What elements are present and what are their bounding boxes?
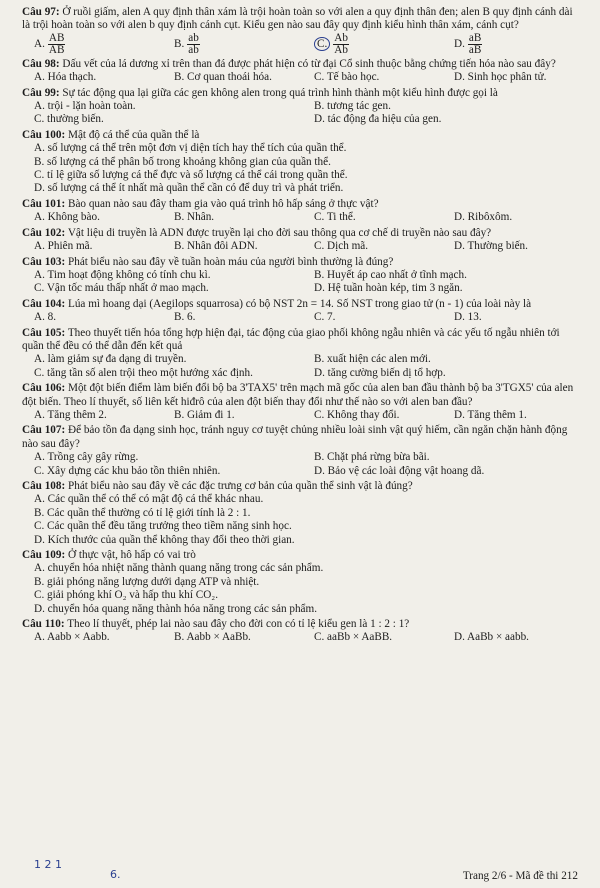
question-stem: Ở ruồi giấm, alen A quy định thân xám là trội hoàn toàn so với alen a quy định thân đen; alen B quy định cánh dài là trội hoàn toàn so với alen b quy định cánh cụt. Kiểu gen nào sau đây quy định kiểu hình thân xám, cánh cụt? — [22, 6, 573, 32]
question-stem: Bào quan nào sau đây tham gia vào quá trình hô hấp sáng ở thực vật? — [68, 197, 379, 210]
options-row — [22, 282, 582, 295]
question-108 — [22, 480, 582, 547]
question-106 — [22, 382, 582, 422]
question-number: Câu 104: — [22, 297, 66, 310]
question-stem: Sự tác động qua lại giữa các gen không alen trong quá trình hình thành một kiểu hình được gọi là — [62, 86, 498, 99]
option-c: C. Ti thể. — [314, 211, 356, 224]
option-c — [302, 33, 442, 56]
question-number: Câu 107: — [22, 424, 66, 437]
question-107 — [22, 424, 582, 478]
question-number: Câu 105: — [22, 326, 66, 339]
question-98 — [22, 58, 582, 85]
genotype-fraction: $\frac{AB}{AB}$ — [48, 31, 65, 56]
option-c: C. 7. — [314, 311, 336, 324]
question-stem: Phát biểu nào sau đây về tuần hoàn máu của người bình thường là đúng? — [68, 255, 394, 268]
option-a: A. số lượng cá thể trên một đơn vị diện tích hay thể tích của quần thể. — [34, 142, 347, 155]
option-c: C. tỉ lệ giữa số lượng cá thể đực và số lượng cá thể cái trong quần thể. — [34, 169, 348, 182]
genotype-fraction: $\frac{Ab}{Ab}$ — [334, 31, 348, 56]
question-number: Câu 100: — [22, 128, 66, 141]
question-110 — [22, 618, 582, 645]
question-stem: Dấu vết của lá dương xỉ trên than đá được phát hiện có từ đại Cổ sinh thuộc bằng chứng tiến hóa nào sau đây? — [62, 57, 556, 70]
options-row — [22, 367, 582, 380]
option-c: C. tăng tần số alen trội theo một hướng xác định. — [34, 366, 253, 379]
options-row — [22, 71, 582, 84]
option-b: B. 6. — [174, 311, 196, 324]
question-stem: Một đột biến điểm làm biến đổi bộ ba 3'TAX5' trên mạch mã gốc của alen ban đầu thành bộ ba 3'TGX5' của alen đột biến. Theo lí thuyết, số liên kết hiđrô của alen đột biến thay đổi như thế nào so với alen ban đầu? — [22, 382, 574, 408]
option-b: B. Các quần thể thường có tỉ lệ giới tính là 2 : 1. — [34, 506, 251, 519]
options-row — [22, 311, 582, 324]
question-number: Câu 99: — [22, 86, 60, 99]
option-c: C. Vận tốc máu thấp nhất ở mao mạch. — [34, 282, 209, 295]
option-d: D. Hệ tuần hoàn kép, tim 3 ngăn. — [314, 282, 463, 295]
option-b: B. Huyết áp cao nhất ở tĩnh mạch. — [314, 268, 467, 281]
option-a: A. Aabb × Aabb. — [34, 631, 110, 644]
options-row — [22, 631, 582, 644]
option-c: C. aaBb × AaBB. — [314, 631, 393, 644]
option-a: A. 8. — [34, 311, 57, 324]
options-row — [22, 33, 582, 56]
question-stem: Mật độ cá thể của quần thể là — [68, 128, 200, 141]
question-stem: Lúa mì hoang dại (Aegilops squarrosa) có bộ NST 2n = 14. Số NST trong giao tử (n - 1) của loài này là — [68, 297, 532, 310]
question-number: Câu 108: — [22, 480, 66, 492]
question-105 — [22, 327, 582, 381]
option-c: C. thường biến. — [34, 113, 104, 126]
question-stem: Để bảo tồn đa dạng sinh học, tránh nguy cơ tuyệt chủng nhiều loài sinh vật quý hiếm, cần ngăn chặn hành động nào sau đây? — [22, 424, 568, 450]
question-103 — [22, 256, 582, 296]
page-footer: Trang 2/6 - Mã đề thi 212 — [462, 870, 578, 882]
question-number: Câu 109: — [22, 549, 66, 562]
option-b: B. Nhân đôi ADN. — [174, 240, 258, 253]
question-102 — [22, 227, 582, 254]
option-c: C. Xây dựng các khu bảo tồn thiên nhiên. — [34, 464, 221, 477]
option-a: A. Trồng cây gây rừng. — [34, 451, 139, 464]
genotype-fraction: $\frac{ab}{ab}$ — [188, 31, 199, 56]
option-b: B. số lượng cá thể phân bố trong khoảng không gian của quần thể. — [34, 155, 331, 168]
option-b: B. $\frac{ab}{ab}$ — [174, 31, 199, 56]
genotype-fraction: $\frac{aB}{aB}$ — [468, 31, 482, 56]
option-d: D. số lượng cá thể ít nhất mà quần thể cần có để duy trì và phát triển. — [34, 182, 344, 195]
option-a: A. $\frac{AB}{AB}$ — [34, 31, 65, 56]
option-a: A. Tăng thêm 2. — [34, 408, 107, 421]
question-109 — [22, 549, 582, 616]
option-a: A. Tim hoạt động không có tính chu kì. — [34, 268, 211, 281]
question-104 — [22, 298, 582, 325]
handwritten-ratio: 1 2 1 — [34, 858, 62, 871]
option-d: D. Kích thước của quần thể không thay đổi theo thời gian. — [34, 533, 295, 546]
question-stem: Phát biểu nào sau đây về các đặc trưng cơ bản của quần thể sinh vật là đúng? — [68, 480, 413, 492]
question-stem: Vật liệu di truyền là ADN được truyền lại cho đời sau thông qua cơ chế di truyền nào sau đây? — [67, 226, 492, 239]
options-row — [22, 409, 582, 422]
answer-circle-mark: C. — [314, 37, 330, 51]
option-c: C. giải phóng khí O₂ và hấp thu khí CO₂. — [34, 589, 218, 602]
question-99 — [22, 87, 582, 127]
option-b: B. Nhân. — [174, 211, 215, 224]
question-number: Câu 98: — [22, 57, 60, 70]
option-d: D. Tăng thêm 1. — [454, 408, 527, 421]
options-row — [22, 240, 582, 253]
options-row — [22, 269, 582, 282]
option-d: D. Thường biến. — [454, 240, 528, 253]
question-number: Câu 106: — [22, 382, 66, 395]
options-row — [22, 211, 582, 224]
option-d: D. Sinh học phân tử. — [454, 71, 547, 84]
option-d: D. tăng cường biến dị tổ hợp. — [314, 366, 446, 379]
options-row — [22, 353, 582, 366]
option-d: D. tác động đa hiệu của gen. — [314, 113, 442, 126]
options-row — [22, 451, 582, 464]
question-number: Câu 103: — [22, 255, 66, 268]
option-c: C. Các quần thể đều tăng trưởng theo tiềm năng sinh học. — [34, 520, 292, 533]
option-a: A. Không bào. — [34, 211, 100, 224]
question-number: Câu 110: — [22, 618, 65, 631]
option-c: C. Dịch mã. — [314, 240, 369, 253]
option-c: C. Không thay đổi. — [314, 408, 400, 421]
option-b: B. tương tác gen. — [314, 100, 391, 113]
options-row — [22, 100, 582, 113]
option-a: A. Phiên mã. — [34, 240, 93, 253]
option-b: B. Chặt phá rừng bừa bãi. — [314, 451, 430, 464]
options-row — [22, 465, 582, 478]
exam-page — [22, 6, 582, 647]
option-d: D. Bảo vệ các loài động vật hoang dã. — [314, 464, 485, 477]
options-row — [22, 113, 582, 126]
option-b: B. Giảm đi 1. — [174, 408, 235, 421]
question-number: Câu 97: — [22, 6, 60, 18]
question-stem: Theo thuyết tiến hóa tổng hợp hiện đại, tác động của giao phối không ngẫu nhiên và các yếu tố ngẫu nhiên tới quần thể đều có thể dẫn đến kết quả — [22, 326, 560, 352]
option-a: A. làm giảm sự đa dạng di truyền. — [34, 353, 187, 366]
option-a: A. chuyển hóa nhiệt năng thành quang năng trong các sản phẩm. — [34, 562, 324, 575]
option-c: C. Tế bào học. — [314, 71, 380, 84]
question-101 — [22, 198, 582, 225]
option-d: D. Ribôxôm. — [454, 211, 513, 224]
handwritten-note: 6. — [110, 868, 121, 881]
option-b: B. Cơ quan thoái hóa. — [174, 71, 272, 84]
question-number: Câu 101: — [22, 197, 66, 210]
option-d: D. $\frac{aB}{aB}$ — [454, 31, 482, 56]
option-d: D. AaBb × aabb. — [454, 631, 529, 644]
option-a: A. Các quần thể có thể có mật độ cá thể khác nhau. — [34, 493, 264, 506]
question-stem: Ở thực vật, hô hấp có vai trò — [68, 549, 196, 562]
question-number: Câu 102: — [22, 226, 66, 239]
option-b: B. xuất hiện các alen mới. — [314, 353, 431, 366]
option-d: D. chuyển hóa quang năng thành hóa năng trong các sản phẩm. — [34, 602, 318, 615]
option-b: B. giải phóng năng lượng dưới dạng ATP và nhiệt. — [34, 575, 260, 588]
option-d: D. 13. — [454, 311, 482, 324]
question-stem: Theo lí thuyết, phép lai nào sau đây cho đời con có tỉ lệ kiểu gen là 1 : 2 : 1? — [67, 618, 410, 631]
option-a: A. Hóa thạch. — [34, 71, 97, 84]
option-b: B. Aabb × AaBb. — [174, 631, 251, 644]
question-100 — [22, 129, 582, 196]
option-a: A. trội - lặn hoàn toàn. — [34, 100, 136, 113]
question-97 — [22, 6, 582, 56]
